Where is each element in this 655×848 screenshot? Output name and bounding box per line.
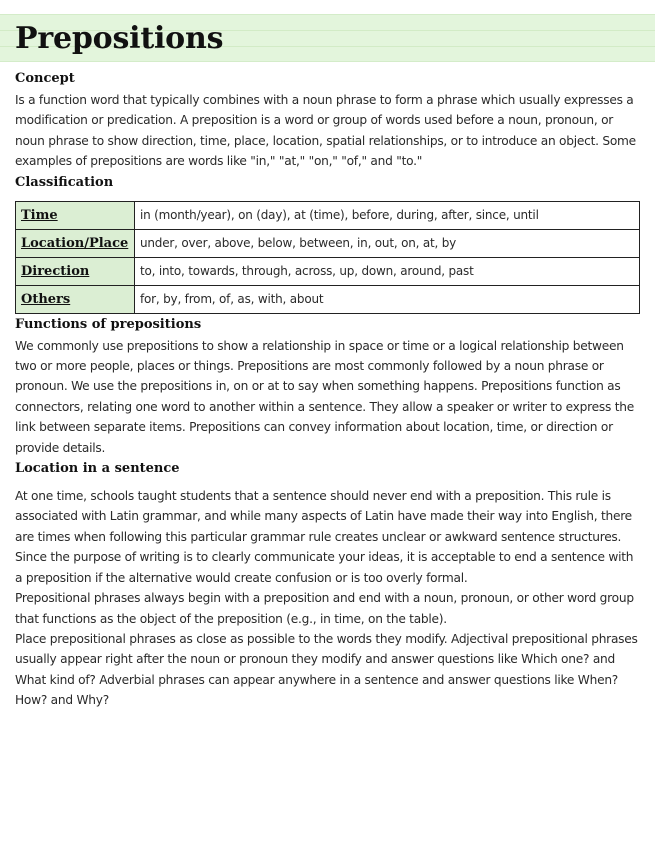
location-paragraph: Place prepositional phrases as close as possible to the words they modify. Adjectival prepositional phrases usually appear right after the noun or pronoun they modify and answer questions like Which one? and What kind of? Adverbial phrases can appear anywhere in a sentence and answer questions like When? How? and Why? xyxy=(15,631,638,708)
page-title: Prepositions xyxy=(15,21,224,56)
examples-cell: for, by, from, of, as, with, about xyxy=(135,285,640,313)
document-body xyxy=(15,68,640,711)
term-cell-others[interactable]: Others xyxy=(16,285,135,313)
location-paragraph: Prepositional phrases always begin with a preposition and end with a noun, pronoun, or other word group that functions as the object of the preposition (e.g., in time, on the table). xyxy=(15,591,634,626)
classification-table xyxy=(15,201,640,314)
location-paragraph: At one time, schools taught students that a sentence should never end with a preposition. This rule is associated with Latin grammar, and while many aspects of Latin have made their way into English, there are times when following this particular grammar rule creates unclear or awkward sentence structures. Since the purpose of writing is to clearly communicate your ideas, it is acceptable to end a sentence with a preposition if the alternative would create confusion or is too overly formal. xyxy=(15,489,634,585)
location-text xyxy=(15,486,640,710)
concept-text: Is a function word that typically combines with a noun phrase to form a phrase which usually expresses a modification or predication. A preposition is a word or group of words used before a noun, pronoun, or noun phrase to show direction, time, place, location, spatial relationships, or to introduce an object. Some examples of prepositions are words like "in," "at," "on," "of," and "to." xyxy=(15,93,636,169)
table-row xyxy=(16,201,640,229)
table-row xyxy=(16,257,640,285)
examples-cell: to, into, towards, through, across, up, down, around, past xyxy=(135,257,640,285)
term-cell-direction[interactable]: Direction xyxy=(16,257,135,285)
concept-heading: Concept xyxy=(15,71,75,86)
term-cell-time[interactable]: Time xyxy=(16,201,135,229)
term-cell-location[interactable]: Location/Place xyxy=(16,229,135,257)
examples-cell: under, over, above, below, between, in, out, on, at, by xyxy=(135,229,640,257)
location-heading: Location in a sentence xyxy=(15,461,180,477)
examples-cell: in (month/year), on (day), at (time), before, during, after, since, until xyxy=(135,201,640,229)
functions-heading: Functions of prepositions xyxy=(15,316,202,332)
table-row xyxy=(16,285,640,313)
functions-text: We commonly use prepositions to show a relationship in space or time or a logical relationship between two or more people, places or things. Prepositions are most commonly followed by a noun phrase or pronoun. We use the prepositions in, on or at to say when something happens. Prepositions function as connectors, relating one word to another within a sentence. They allow a speaker or writer to express the link between separate items. Prepositions can convey information about location, time, or direction or provide details. xyxy=(15,338,634,455)
table-row xyxy=(16,229,640,257)
classification-heading: Classification xyxy=(15,174,114,190)
